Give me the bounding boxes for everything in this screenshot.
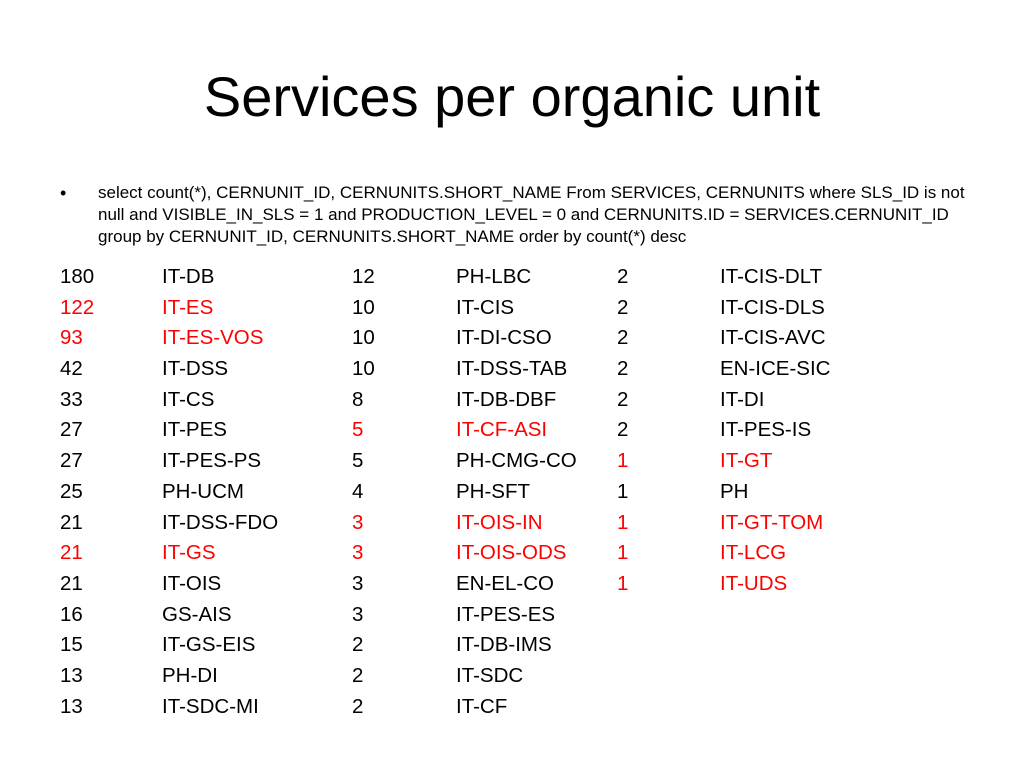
unit-name: GS-AIS xyxy=(162,602,232,626)
unit-name: PH-UCM xyxy=(162,479,244,503)
unit-name: IT-DB-DBF xyxy=(456,387,557,411)
unit-name: IT-CF xyxy=(456,694,508,718)
service-count: 3 xyxy=(352,602,364,626)
unit-name: EN-EL-CO xyxy=(456,571,554,595)
unit-name: IT-DB xyxy=(162,265,215,288)
service-count: 2 xyxy=(617,265,629,288)
unit-name: IT-CIS xyxy=(456,295,515,319)
unit-name: IT-PES xyxy=(162,418,227,442)
service-count: 21 xyxy=(60,541,83,565)
unit-name: IT-GS-EIS xyxy=(162,633,256,657)
unit-name: PH-SFT xyxy=(456,479,531,503)
service-count: 33 xyxy=(60,387,83,411)
service-count: 1 xyxy=(617,541,629,565)
unit-name: IT-CIS-DLS xyxy=(720,295,825,319)
service-count: 10 xyxy=(352,357,375,381)
service-count: 27 xyxy=(60,449,83,473)
service-count: 2 xyxy=(617,418,629,442)
service-count: 2 xyxy=(617,295,629,319)
unit-name: IT-GS xyxy=(162,541,216,565)
unit-name: IT-OIS-ODS xyxy=(456,541,567,565)
service-count: 5 xyxy=(352,449,364,473)
service-count: 122 xyxy=(60,295,95,319)
service-count: 1 xyxy=(617,510,629,534)
unit-name: IT-ES-VOS xyxy=(162,326,264,350)
service-count: 15 xyxy=(60,633,83,657)
service-count: 2 xyxy=(352,663,364,687)
service-count: 93 xyxy=(60,326,83,350)
unit-name: IT-PES-IS xyxy=(720,418,812,442)
service-count: 21 xyxy=(60,571,83,595)
service-count: 16 xyxy=(60,602,83,626)
service-count: 42 xyxy=(60,357,83,381)
service-count: 2 xyxy=(352,694,364,718)
slide-title: Services per organic unit xyxy=(203,65,821,128)
bullet-icon: • xyxy=(60,183,67,203)
service-count: 13 xyxy=(60,694,83,718)
unit-name: PH-CMG-CO xyxy=(456,449,577,473)
unit-name: IT-CIS-AVC xyxy=(720,326,826,350)
service-count: 2 xyxy=(617,357,629,381)
service-count: 2 xyxy=(352,633,364,657)
service-count: 10 xyxy=(352,326,375,350)
unit-name: IT-DB-IMS xyxy=(456,633,552,657)
unit-name: IT-CIS-DLT xyxy=(720,265,823,288)
unit-name: IT-DI-CSO xyxy=(456,326,552,350)
service-count: 2 xyxy=(617,387,629,411)
unit-name: IT-SDC xyxy=(456,663,524,687)
unit-name: IT-LCG xyxy=(720,541,787,565)
unit-name: IT-DSS-TAB xyxy=(456,357,568,381)
service-count: 21 xyxy=(60,510,83,534)
unit-name: IT-SDC-MI xyxy=(162,694,259,718)
unit-name: IT-OIS-IN xyxy=(456,510,543,534)
service-count: 5 xyxy=(352,418,364,442)
service-count: 1 xyxy=(617,479,629,503)
service-count: 10 xyxy=(352,295,375,319)
service-count: 12 xyxy=(352,265,375,288)
sql-query-text: select count(*), CERNUNIT_ID, CERNUNITS.SHORT_NAME From SERVICES, CERNUNITS where SLS_ID is not null and VISIBLE_IN_SLS = 1 and PRODUCTION_LEVEL = 0 and CERNUNITS.ID = SERVICES.CERNUNIT_ID group by CERNUNIT_ID, CERNUNITS.SHORT_NAME order by count(*) desc xyxy=(98,183,965,246)
unit-name: IT-PES-PS xyxy=(162,449,262,473)
service-count: 1 xyxy=(617,571,629,595)
service-count: 4 xyxy=(352,479,364,503)
service-count: 13 xyxy=(60,663,83,687)
service-count: 8 xyxy=(352,387,364,411)
unit-name: IT-GT xyxy=(720,449,773,473)
unit-name: IT-CF-ASI xyxy=(456,418,548,442)
unit-name: IT-DI xyxy=(720,387,765,411)
unit-name: IT-UDS xyxy=(720,571,788,595)
service-count: 2 xyxy=(617,326,629,350)
unit-name: PH xyxy=(720,479,749,503)
unit-name: IT-OIS xyxy=(162,571,222,595)
unit-name: IT-CS xyxy=(162,387,215,411)
service-count: 3 xyxy=(352,541,364,565)
unit-name: PH-LBC xyxy=(456,265,532,288)
unit-name: IT-DSS-FDO xyxy=(162,510,279,534)
service-count: 1 xyxy=(617,449,629,473)
unit-name: IT-DSS xyxy=(162,357,229,381)
unit-name: IT-PES-ES xyxy=(456,602,556,626)
service-count: 3 xyxy=(352,571,364,595)
service-count: 180 xyxy=(60,265,95,288)
service-count: 25 xyxy=(60,479,83,503)
unit-name: EN-ICE-SIC xyxy=(720,357,831,381)
unit-name: PH-DI xyxy=(162,663,218,687)
unit-name: IT-ES xyxy=(162,295,214,319)
service-count: 3 xyxy=(352,510,364,534)
service-count: 27 xyxy=(60,418,83,442)
unit-name: IT-GT-TOM xyxy=(720,510,824,534)
